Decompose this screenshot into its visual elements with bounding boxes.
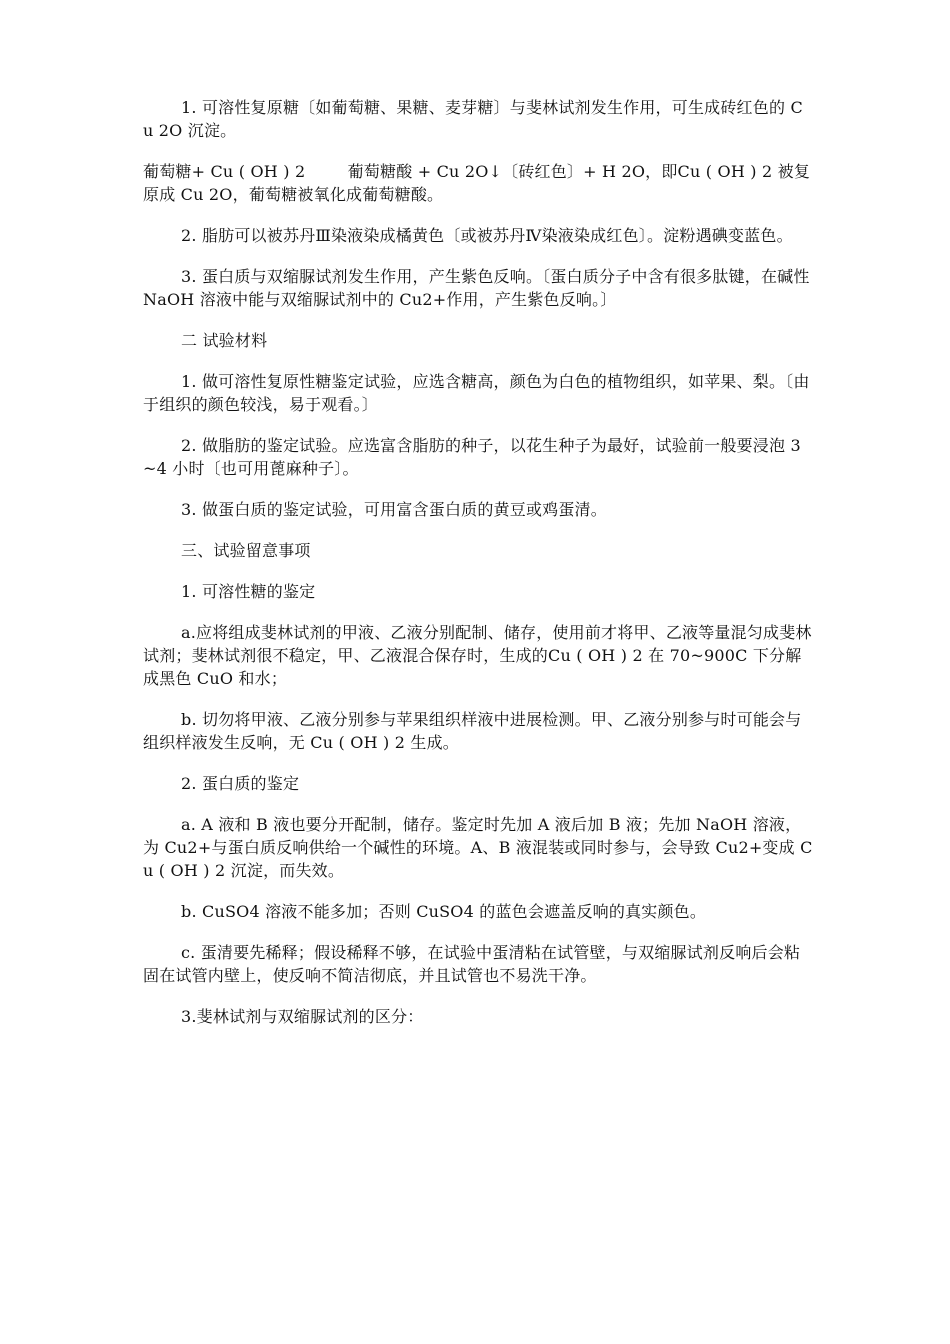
paragraph-protein-note-b: b. CuSO4 溶液不能多加；否则 CuSO4 的蓝色会遮盖反响的真实颜色。 bbox=[181, 902, 707, 921]
subheading-reagent-difference: 3.斐林试剂与双缩脲试剂的区分： bbox=[181, 1007, 424, 1026]
paragraph-material-sugar: 1. 做可溶性复原性糖鉴定试验，应选含糖高，颜色为白色的植物组织，如苹果、梨。〔由于组织的颜色较浅，易于观看。〕 bbox=[143, 372, 810, 414]
paragraph-glucose-equation: 葡萄糖+ Cu ( OH ) 2 葡萄糖酸 + Cu 2O↓〔砖红色〕+ H 2O，即Cu ( OH ) 2 被复原成 Cu 2O，葡萄糖被氧化成葡萄糖酸。 bbox=[143, 162, 811, 204]
subheading-sugar-identification: 1. 可溶性糖的鉴定 bbox=[181, 582, 316, 601]
paragraph-sugar-note-a: a.应将组成斐林试剂的甲液、乙液分别配制、储存，使用前才将甲、乙液等量混匀成斐林试剂；斐林试剂很不稳定，甲、乙液混合保存时，生成的Cu ( OH ) 2 在 70~900C 下分解成黑色 CuO 和水； bbox=[143, 623, 812, 688]
paragraph-protein-biuret: 3. 蛋白质与双缩脲试剂发生作用，产生紫色反响。〔蛋白质分子中含有很多肽键，在碱性 NaOH 溶液中能与双缩脲试剂中的 Cu2+作用，产生紫色反响。〕 bbox=[143, 267, 815, 309]
paragraph-sugar-note-b: b. 切勿将甲液、乙液分别参与苹果组织样液中进展检测。甲、乙液分别参与时可能会与组织样液发生反响，无 Cu ( OH ) 2 生成。 bbox=[143, 710, 802, 752]
paragraph-protein-note-a: a. A 液和 B 液也要分开配制，储存。鉴定时先加 A 液后加 B 液；先加 NaOH 溶液，为 Cu2+与蛋白质反响供给一个碱性的环境。A、B 液混装或同时参与，会导致 Cu2+变成 Cu ( OH ) 2 沉淀，而失效。 bbox=[143, 815, 813, 880]
paragraph-material-protein: 3. 做蛋白质的鉴定试验，可用富含蛋白质的黄豆或鸡蛋清。 bbox=[181, 500, 607, 519]
subheading-protein-identification: 2. 蛋白质的鉴定 bbox=[181, 774, 300, 793]
document-body bbox=[143, 96, 813, 1046]
paragraph-reducing-sugar-reaction: 1. 可溶性复原糖〔如葡萄糖、果糖、麦芽糖〕与斐林试剂发生作用，可生成砖红色的 Cu 2O 沉淀。 bbox=[143, 98, 803, 140]
paragraph-material-fat: 2. 做脂肪的鉴定试验。应选富含脂肪的种子，以花生种子为最好，试验前一般要浸泡 3~4 小时〔也可用蓖麻种子〕。 bbox=[143, 436, 801, 478]
paragraph-protein-note-c: c. 蛋清要先稀释；假设稀释不够，在试验中蛋清粘在试管壁，与双缩脲试剂反响后会粘固在试管内壁上，使反响不简洁彻底，并且试管也不易洗干净。 bbox=[143, 943, 801, 985]
paragraph-fat-staining: 2. 脂肪可以被苏丹Ⅲ染液染成橘黄色〔或被苏丹Ⅳ染液染成红色〕。淀粉遇碘变蓝色。 bbox=[181, 226, 793, 245]
section-heading-precautions: 三、试验留意事项 bbox=[181, 541, 311, 560]
section-heading-materials: 二 试验材料 bbox=[181, 331, 268, 350]
